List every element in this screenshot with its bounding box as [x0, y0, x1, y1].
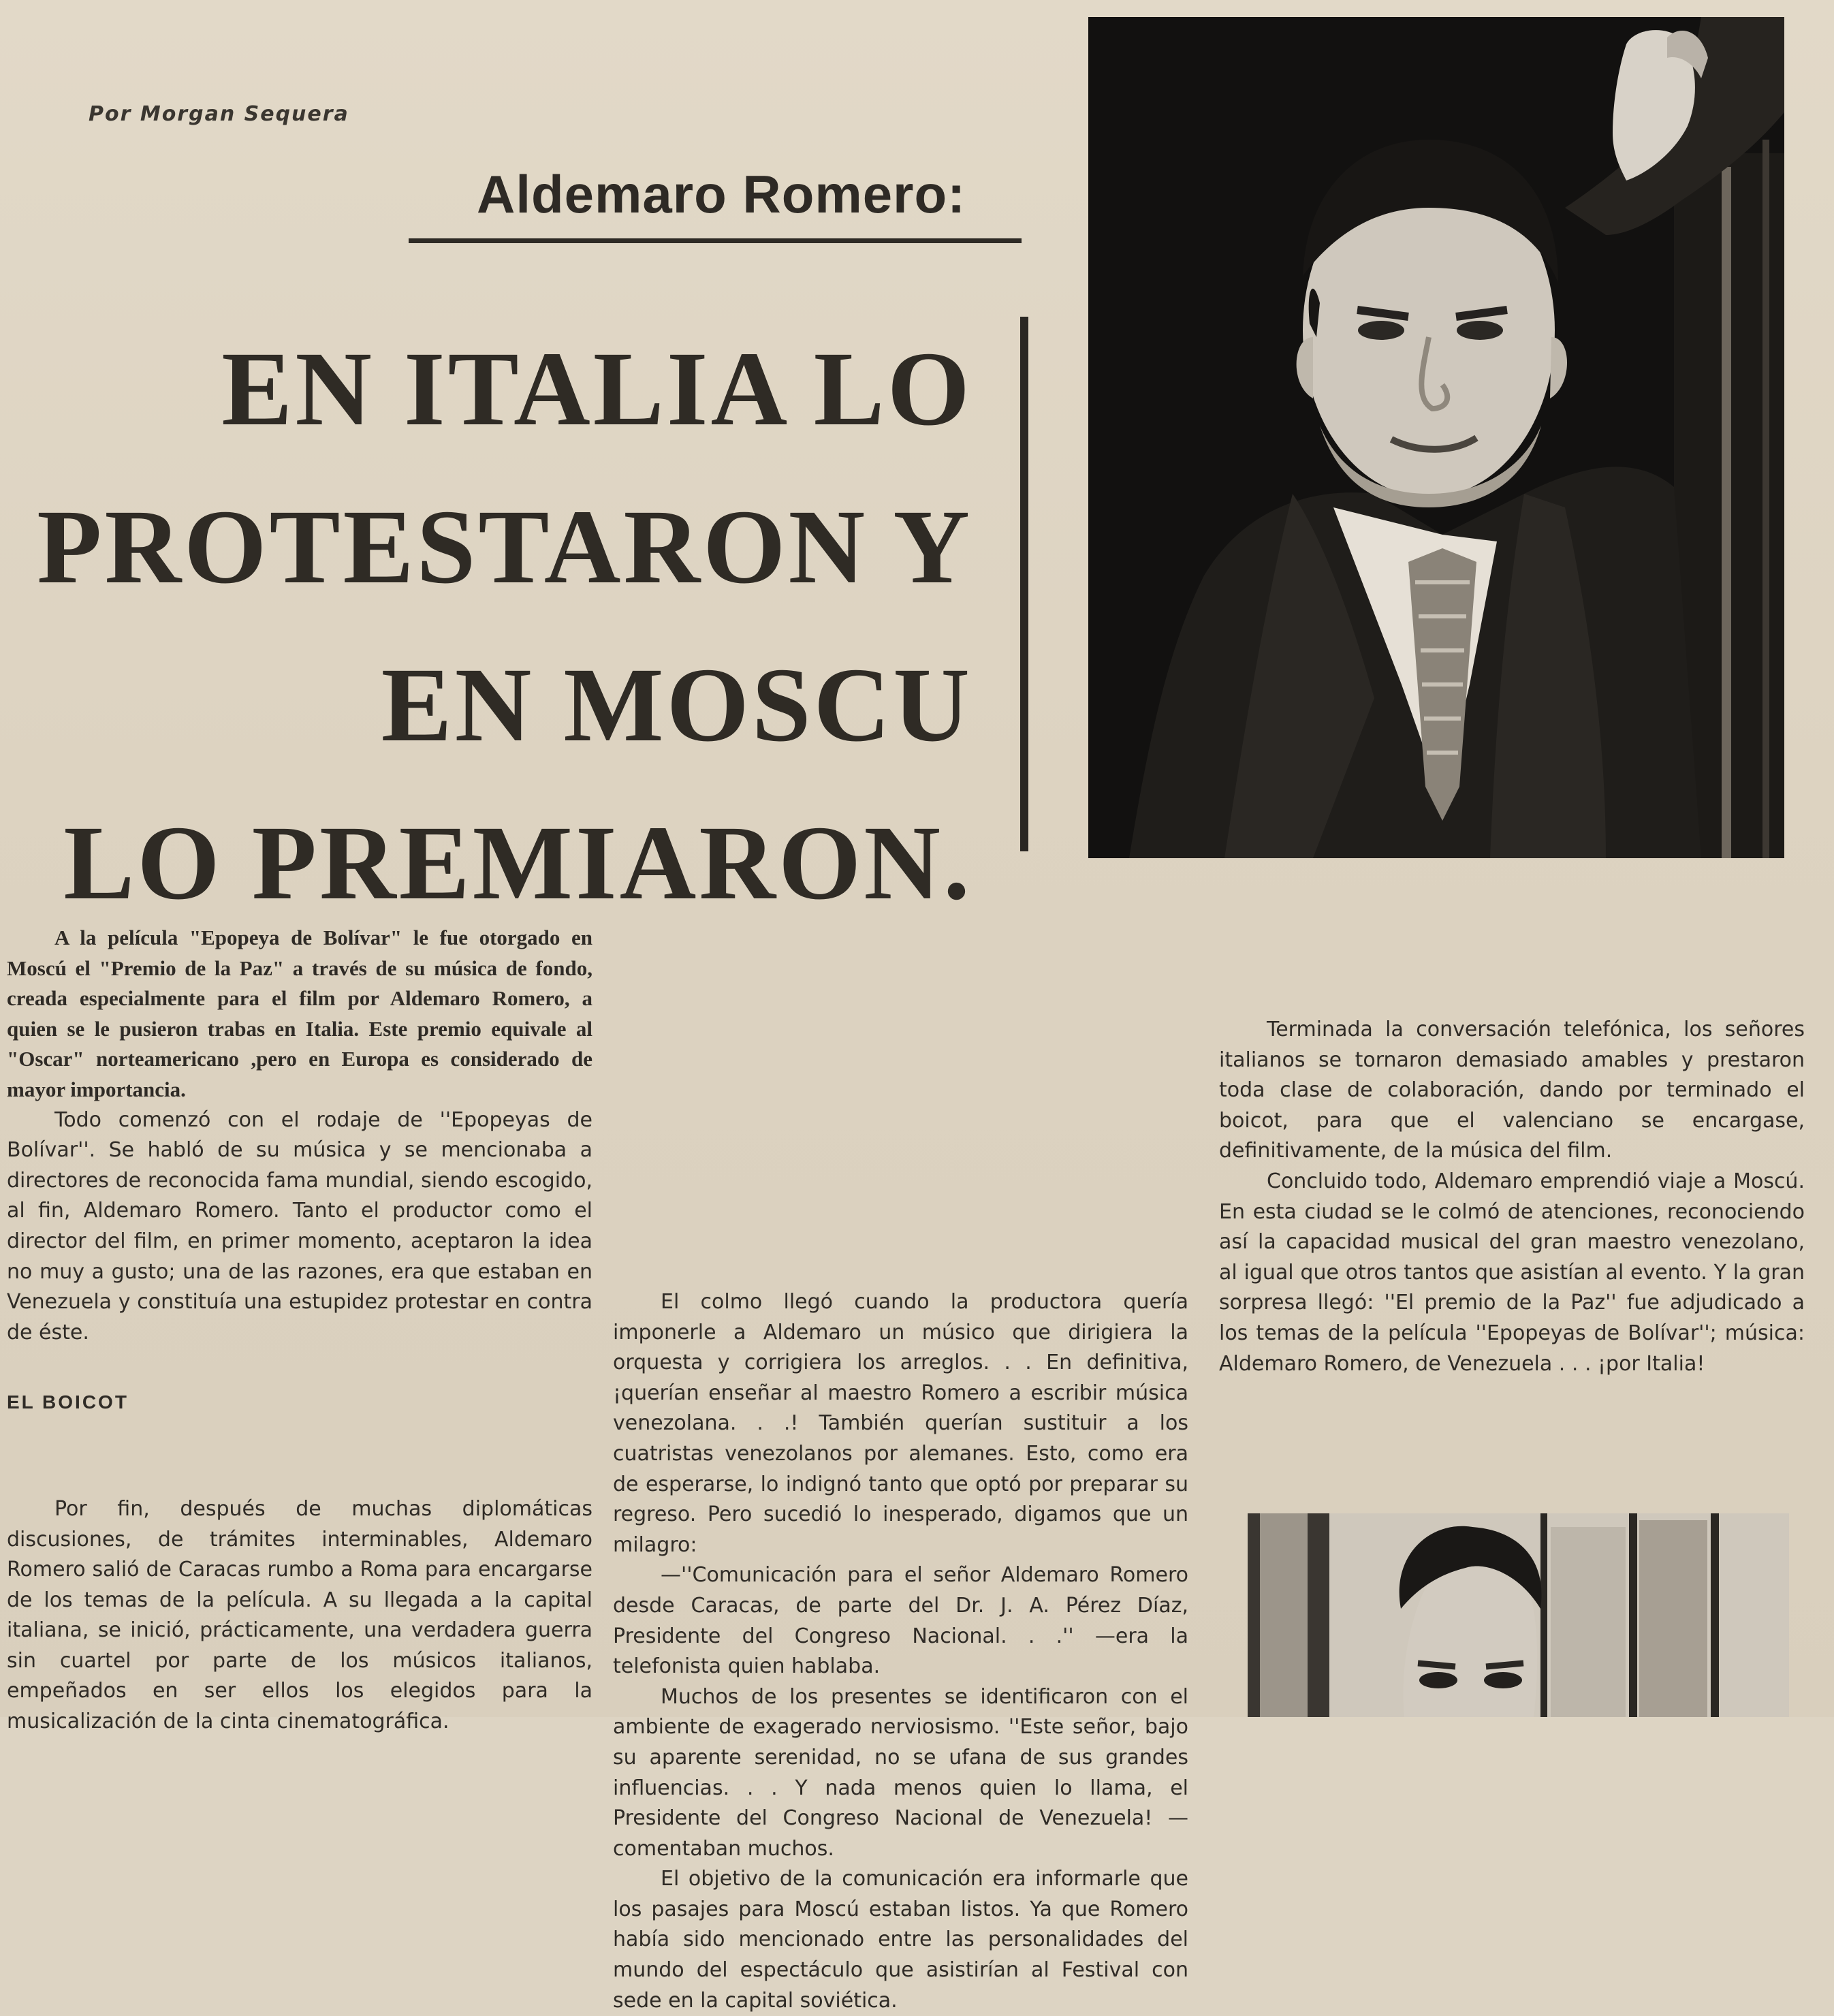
byline: Por Morgan Sequera	[89, 102, 349, 126]
paragraph: Todo comenzó con el rodaje de ''Epopeyas de Bolívar''. Se habló de su música y se mencionaba a directores de reconocida fama mundial, siendo escogido, al fin, Aldemaro Romero. Tanto el productor como el director del film, en primer momento, aceptaron la idea no muy a gusto; una de las razones, era que estaban en Venezuela y constituía una estupidez protestar en contra de éste.	[7, 1107, 592, 1344]
section-subhead: EL BOICOT	[7, 1391, 129, 1413]
face-photo-icon	[1248, 1513, 1789, 1717]
paragraph: El objetivo de la comunicación era informarle que los pasajes para Moscú estaban listos. Ya que Romero había sido mencionado entre las personalidades del mundo del espectáculo que asistirían al Festival con sede en la capital soviética.	[613, 1867, 1188, 2013]
article-column-1	[7, 923, 592, 1737]
paragraph: Muchos de los presentes se identificaron con el ambiente de exagerado nerviosismo. ''Este señor, bajo su aparente serenidad, no se ufana de sus grandes influencias. . . Y nada menos quien lo llama, el Presidente del Congreso Nacional de Venezuela! —comentaban muchos.	[613, 1684, 1188, 1861]
lead-paragraph: A la película "Epopeya de Bolívar" le fue otorgado en Moscú el "Premio de la Paz" a través de su música de fondo, creada especialmente para el film por Aldemaro Romero, a quien se le pusieron trabas en Italia. Este premio equivale al "Oscar" norteamericano ,pero en Europa es considerado de mayor importancia.	[7, 926, 592, 1101]
headline-line: PROTESTARON Y	[37, 488, 973, 605]
portrait-photo-icon	[1088, 17, 1784, 858]
vertical-rule	[1020, 317, 1028, 851]
article-column-2	[613, 923, 1188, 2016]
article-column-3	[1219, 923, 1805, 1379]
portrait-illustration	[1088, 17, 1784, 858]
headline-line: EN ITALIA LO	[221, 330, 973, 447]
headline	[37, 310, 973, 942]
paragraph: Concluido todo, Aldemaro emprendió viaje a Moscú. En esta ciudad se le colmó de atenciones, reconociendo así la capacidad musical del gran maestro venezolano, al igual que otros tantos que asistían al evento. Y la gran sorpresa llegó: ''El premio de la Paz'' fue adjudicado a los temas de la película ''Epopeyas de Bolívar''; música: Aldemaro Romero, de Venezuela . . . ¡por Italia!	[1219, 1169, 1805, 1376]
paragraph: Terminada la conversación telefónica, los señores italianos se tornaron demasiado amables y prestaron toda clase de colaboración, dando por terminado el boicot, para que el valenciano se encargase, definitivamente, de la música del film.	[1219, 1018, 1805, 1163]
face-illustration	[1248, 1513, 1789, 1717]
paragraph: El colmo llegó cuando la productora quería imponerle a Aldemaro un músico que dirigiera la orquesta y corrigiera los arreglos. . . En definitiva, ¡querían enseñar al maestro Romero a escribir música venezolana. . .! También querían sustituir a los cuatristas venezolanos por alemanes. Esto, como era de esperarse, lo indignó tanto que optó por preparar su regreso. Pero sucedió lo inesperado, digamos que un milagro:	[613, 1290, 1188, 1557]
kicker-title: Aldemaro Romero:	[477, 164, 966, 224]
paragraph: Por fin, después de muchas diplomáticas discusiones, de trámites interminables, Aldemaro Romero salió de Caracas rumbo a Roma para encargarse de los temas de la película. A su llegada a la capital italiana, se inició, prácticamente, una verdadera guerra sin cuartel por parte de los músicos italianos, empeñados en ser ellos los elegidos para la musicalización de la cinta cinematográfica.	[7, 1496, 592, 1734]
kicker-underline	[409, 238, 1022, 243]
headline-line: EN MOSCU	[381, 646, 973, 763]
headline-line: LO PREMIARON.	[63, 804, 973, 922]
paragraph: —''Comunicación para el señor Aldemaro Romero desde Caracas, de parte del Dr. J. A. Pérez Díaz, Presidente del Congreso Nacional. . .'' —era la telefonista quien hablaba.	[613, 1563, 1188, 1679]
